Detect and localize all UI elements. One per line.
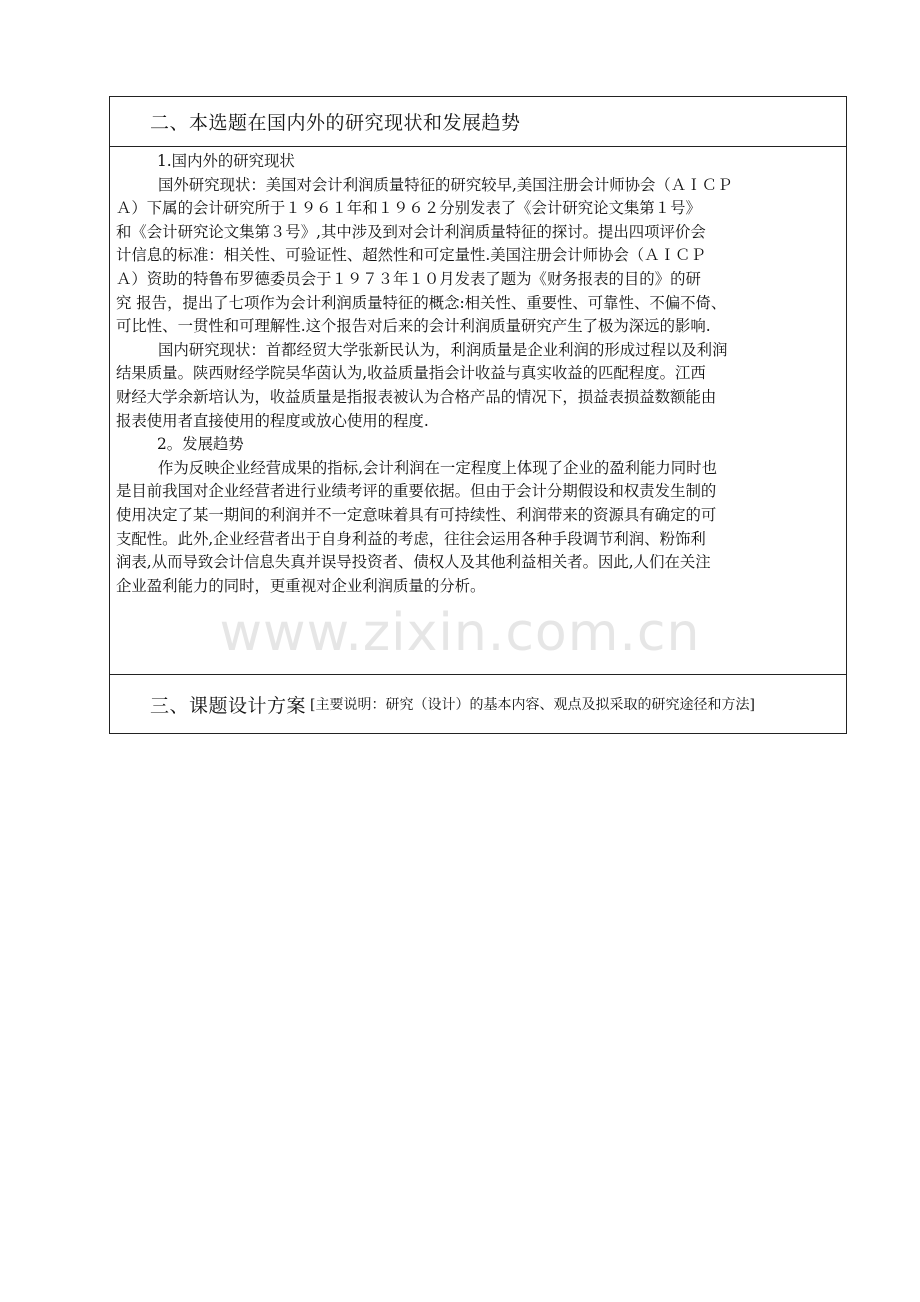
subheading-research-status: 1.国内外的研究现状 — [157, 152, 295, 170]
paragraph-line: 国内研究现状：首都经贸大学张新民认为，利润质量是企业利润的形成过程以及利润 — [158, 340, 728, 359]
paragraph-line: 作为反映企业经营成果的指标,会计利润在一定程度上体现了企业的盈利能力同时也 — [158, 458, 717, 477]
paragraph-line: 计信息的标准：相关性、可验证性、超然性和可定量性.美国注册会计师协会（ＡＩＣＰ — [116, 246, 706, 265]
section3-title: 三、课题设计方案 — [150, 694, 307, 717]
paragraph-line: 使用决定了某一期间的利润并不一定意味着具有可持续性、利润带来的资源具有确定的可 — [116, 505, 717, 524]
paragraph-line: Ａ）资助的特鲁布罗德委员会于１９７３年１０月发表了题为《财务报表的目的》的研 — [116, 269, 701, 288]
paragraph-line: 可比性、一贯性和可理解性.这个报告对后来的会计利润质量研究产生了极为深远的影响. — [116, 317, 711, 336]
subheading-trends: 2。发展趋势 — [157, 435, 244, 454]
proposal-form-table — [109, 96, 847, 734]
paragraph-line: 支配性。此外,企业经营者出于自身利益的考虑，往往会运用各种手段调节利润、粉饰利 — [116, 529, 706, 548]
watermark: www.zixin.com.cn — [219, 603, 701, 663]
paragraph-line: 财经大学余新培认为，收益质量是指报表被认为合格产品的情况下，损益表损益数额能由 — [116, 387, 717, 406]
paragraph-line: 国外研究现状：美国对会计利润质量特征的研究较早,美国注册会计师协会（ＡＩＣＰ — [158, 175, 733, 194]
section2-title: 二、本选题在国内外的研究现状和发展趋势 — [150, 112, 521, 134]
paragraph-line: Ａ）下属的会计研究所于１９６１年和１９６２分别发表了《会计研究论文集第１号》 — [116, 199, 701, 218]
paragraph-line: 是目前我国对企业经营者进行业绩考评的重要依据。但由于会计分期假设和权责发生制的 — [116, 482, 717, 501]
paragraph-line: 报表使用者直接使用的程度或放心使用的程度. — [116, 411, 429, 430]
paragraph-line: 结果质量。陕西财经学院吴华茵认为,收益质量指会计收益与真实收益的匹配程度。江西 — [116, 364, 706, 383]
paragraph-line: 企业盈利能力的同时，更重视对企业利润质量的分析。 — [116, 576, 486, 595]
section3-note: [主要说明：研究（设计）的基本内容、观点及拟采取的研究途径和方法] — [310, 697, 755, 713]
section3-heading — [110, 675, 846, 733]
paragraph-line: 究 报告，提出了七项作为会计利润质量特征的概念:相关性、重要性、可靠性、不偏不倚、 — [116, 293, 727, 312]
section2-heading — [110, 97, 846, 147]
section2-content — [110, 147, 846, 675]
paragraph-line: 润表,从而导致会计信息失真并误导投资者、债权人及其他利益相关者。因此,人们在关注 — [116, 553, 711, 572]
paragraph-line: 和《会计研究论文集第３号》,其中涉及到对会计利润质量特征的探讨。提出四项评价会 — [116, 222, 706, 241]
